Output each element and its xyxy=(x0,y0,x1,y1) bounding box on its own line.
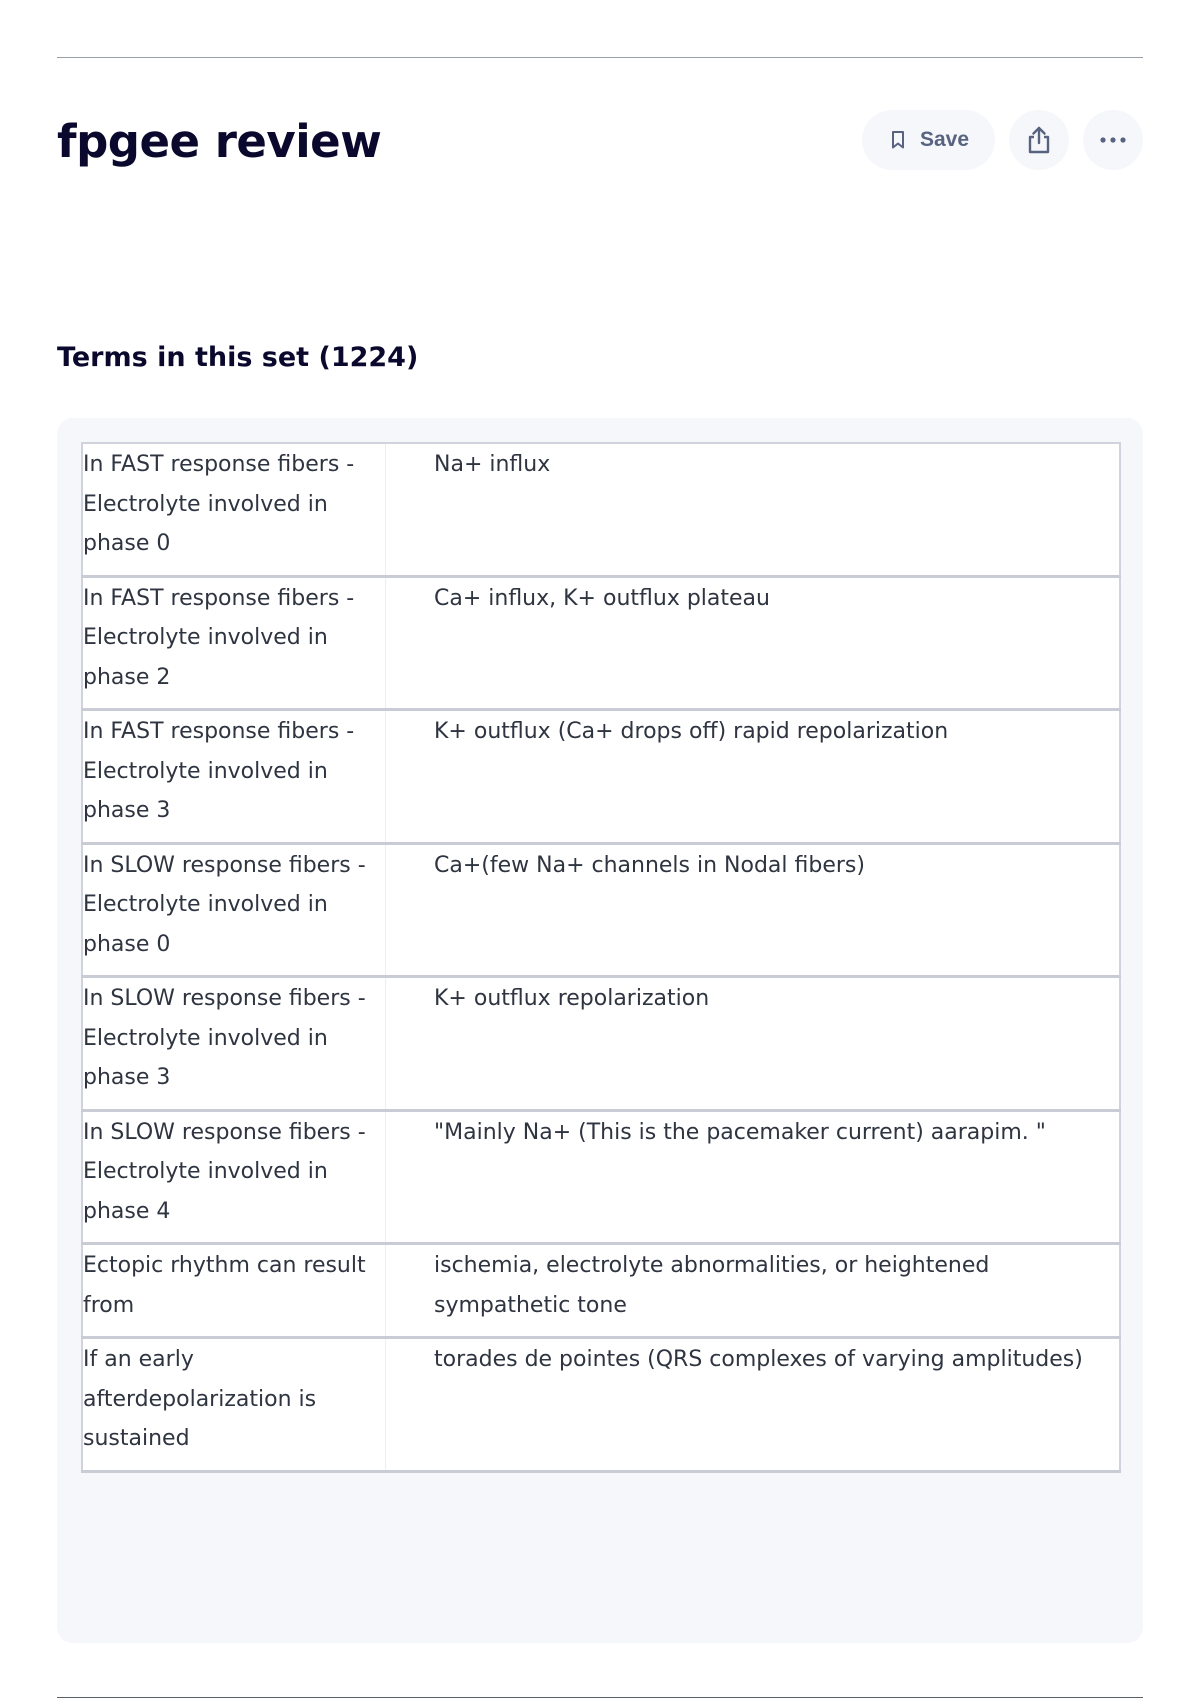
header-actions xyxy=(862,110,1143,170)
definition-cell: Ca+ influx, K+ outflux plateau xyxy=(434,585,770,611)
more-icon xyxy=(1099,136,1127,144)
share-button[interactable] xyxy=(1009,110,1069,170)
term-cell: In FAST response fibers - Electrolyte involved in phase 2 xyxy=(82,576,386,710)
table-row xyxy=(82,710,1120,844)
table-row xyxy=(82,443,1120,576)
definition-cell: Ca+(few Na+ channels in Nodal fibers) xyxy=(434,852,865,878)
table-row xyxy=(82,576,1120,710)
share-icon xyxy=(1026,125,1052,155)
term-cell: In FAST response fibers - Electrolyte involved in phase 3 xyxy=(82,710,386,844)
definition-cell: torades de pointes (QRS complexes of varying amplitudes) xyxy=(434,1347,1083,1372)
terms-heading: Terms in this set (1224) xyxy=(57,342,419,373)
definition-cell: "Mainly Na+ (This is the pacemaker current) aarapim. " xyxy=(434,1119,1046,1145)
table-row xyxy=(82,1110,1120,1244)
terms-table xyxy=(81,442,1121,1473)
more-options-button[interactable] xyxy=(1083,110,1143,170)
term-cell: If an early afterdepolarization is sustained xyxy=(82,1338,386,1472)
definition-cell: K+ outflux repolarization xyxy=(434,986,710,1011)
definition-cell: K+ outflux (Ca+ drops off) rapid repolarization xyxy=(434,719,949,744)
table-row xyxy=(82,1244,1120,1338)
table-row xyxy=(82,843,1120,977)
table-row xyxy=(82,977,1120,1111)
save-label: Save xyxy=(919,128,969,151)
bookmark-icon xyxy=(890,130,906,150)
page-title: fpgee review xyxy=(57,115,382,168)
term-cell: In SLOW response fibers - Electrolyte involved in phase 0 xyxy=(82,843,386,977)
save-button[interactable] xyxy=(862,110,995,170)
bottom-divider xyxy=(57,1697,1143,1698)
term-cell: In SLOW response fibers - Electrolyte involved in phase 3 xyxy=(82,977,386,1111)
term-cell: In SLOW response fibers - Electrolyte involved in phase 4 xyxy=(82,1110,386,1244)
table-row xyxy=(82,1338,1120,1472)
definition-cell: ischemia, electrolyte abnormalities, or heightened sympathetic tone xyxy=(434,1253,990,1318)
definition-cell: Na+ influx xyxy=(434,452,551,477)
term-cell: In FAST response fibers - Electrolyte involved in phase 0 xyxy=(82,443,386,576)
term-cell: Ectopic rhythm can result from xyxy=(82,1244,386,1338)
top-divider xyxy=(57,57,1143,58)
